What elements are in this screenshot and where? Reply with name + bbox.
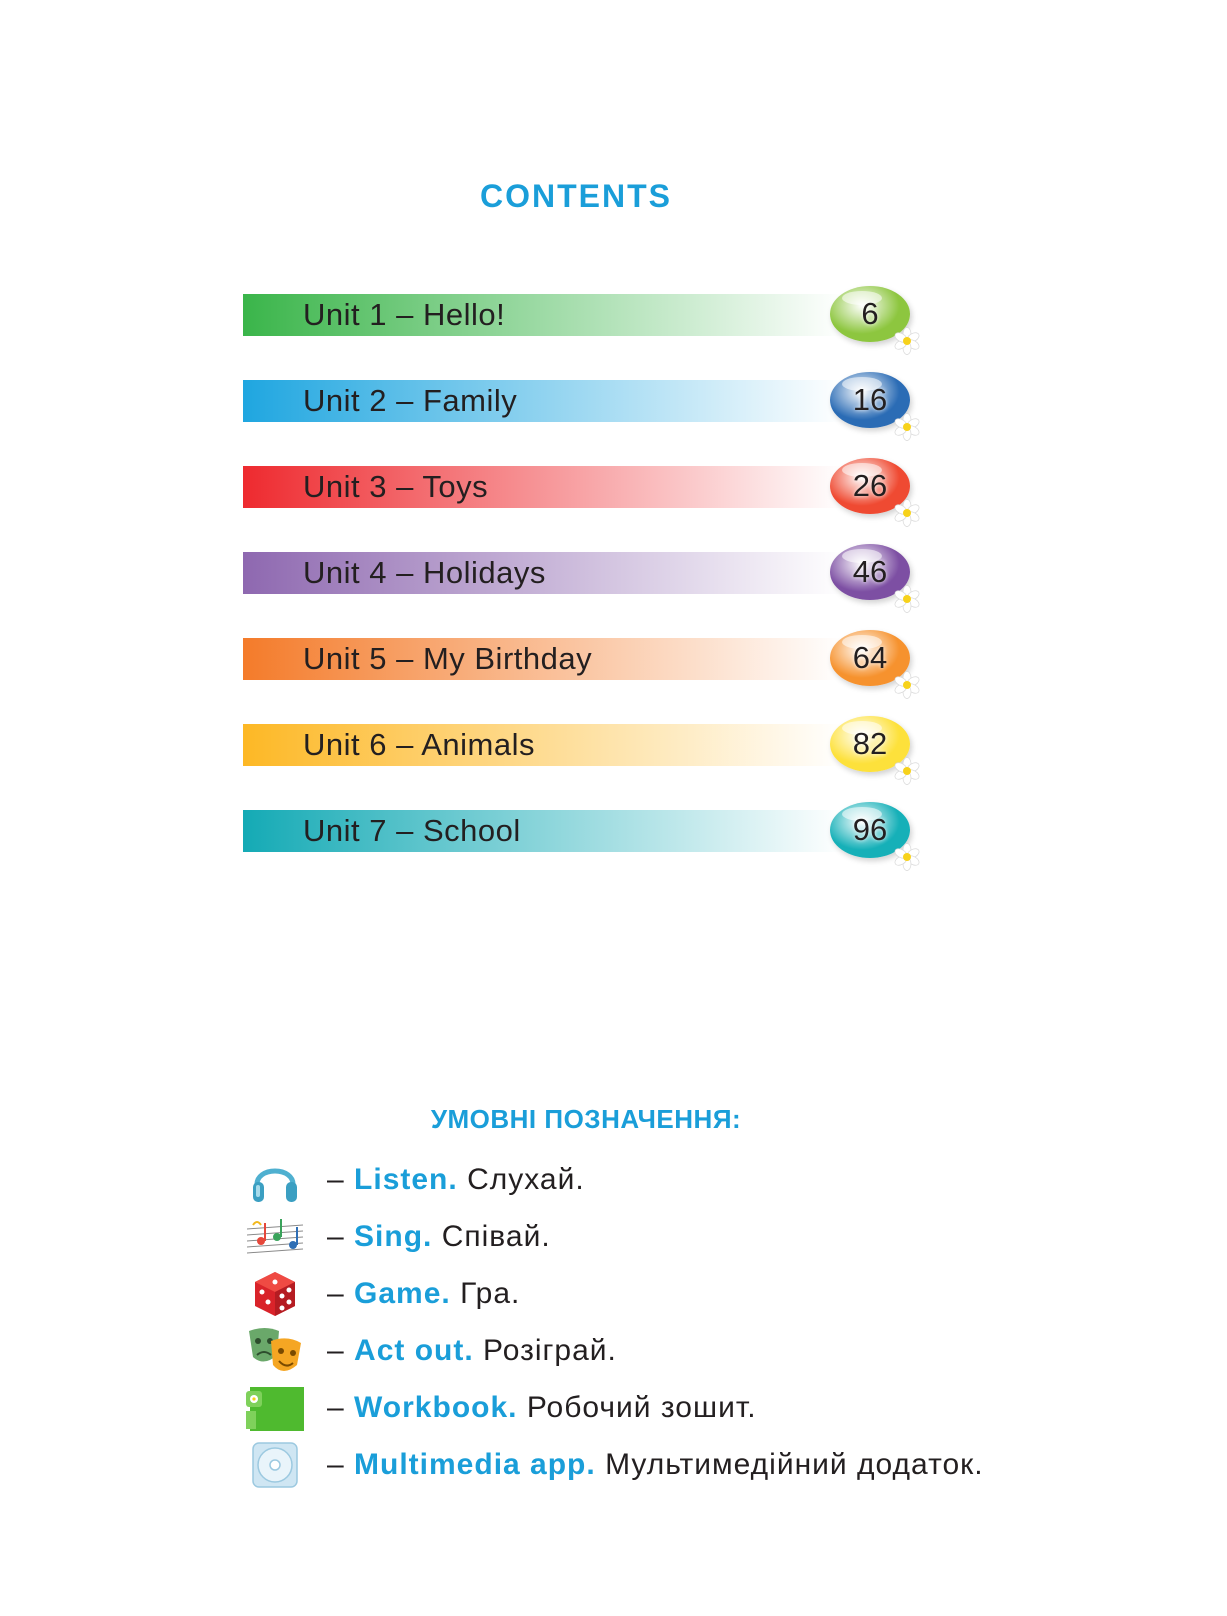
legend-dash: –	[327, 1391, 345, 1424]
legend-english-term: Game.	[354, 1277, 451, 1310]
daisy-flower-icon	[892, 412, 922, 442]
legend-item	[243, 1266, 1143, 1322]
legend-text	[327, 1277, 520, 1311]
legend-ukrainian-term: Робочий зошит.	[526, 1391, 757, 1424]
legend-english-term: Multimedia app.	[354, 1448, 596, 1481]
legend-text	[327, 1334, 617, 1368]
legend-title: УМОВНІ ПОЗНАЧЕННЯ:	[430, 1104, 742, 1134]
legend-ukrainian-term: Співай.	[441, 1220, 551, 1253]
legend-dash: –	[327, 1448, 345, 1481]
legend-ukrainian-term: Мультимедійний додаток.	[605, 1448, 984, 1481]
contents-row-unit-5[interactable]	[243, 628, 913, 688]
unit-bar	[243, 294, 843, 336]
legend-item	[243, 1380, 1143, 1436]
contents-row-unit-2[interactable]	[243, 370, 913, 430]
music-notes-icon	[243, 1209, 307, 1265]
legend-text	[327, 1448, 984, 1482]
page-number-badge	[830, 286, 910, 342]
unit-bar	[243, 466, 843, 508]
dice-icon	[243, 1266, 307, 1322]
contents-row-unit-7[interactable]	[243, 800, 913, 860]
page-number: 64	[852, 640, 888, 675]
contents-row-unit-6[interactable]	[243, 714, 913, 774]
daisy-flower-icon	[892, 670, 922, 700]
page-number: 96	[852, 812, 888, 847]
legend-dash: –	[327, 1334, 345, 1367]
unit-label: Unit 5 – My Birthday	[303, 641, 593, 676]
page-number: 46	[852, 554, 888, 589]
contents-row-unit-4[interactable]	[243, 542, 913, 602]
legend-dash: –	[327, 1220, 345, 1253]
page-number: 26	[852, 468, 888, 503]
workbook-icon	[243, 1380, 307, 1436]
unit-label: Unit 6 – Animals	[303, 727, 535, 762]
unit-label: Unit 7 – School	[303, 813, 521, 848]
legend-ukrainian-term: Розіграй.	[483, 1334, 617, 1367]
theater-masks-icon	[243, 1323, 307, 1379]
page-number-badge	[830, 372, 910, 428]
daisy-flower-icon	[892, 498, 922, 528]
unit-label: Unit 3 – Toys	[303, 469, 489, 504]
page-number-badge	[830, 716, 910, 772]
daisy-flower-icon	[892, 756, 922, 786]
legend-dash: –	[327, 1163, 345, 1196]
page-number-badge	[830, 544, 910, 600]
legend-english-term: Act out.	[354, 1334, 474, 1367]
unit-bar	[243, 638, 843, 680]
unit-bar	[243, 810, 843, 852]
legend-dash: –	[327, 1277, 345, 1310]
legend-ukrainian-term: Слухай.	[467, 1163, 585, 1196]
unit-label: Unit 2 – Family	[303, 383, 518, 418]
legend-text	[327, 1220, 551, 1254]
legend-item	[243, 1152, 1143, 1208]
unit-bar	[243, 552, 843, 594]
unit-bar	[243, 724, 843, 766]
page-number-badge	[830, 802, 910, 858]
legend-item	[243, 1323, 1143, 1379]
daisy-flower-icon	[892, 842, 922, 872]
legend-english-term: Sing.	[354, 1220, 433, 1253]
daisy-flower-icon	[892, 326, 922, 356]
unit-label: Unit 1 – Hello!	[303, 297, 506, 332]
cd-disc-icon	[243, 1437, 307, 1493]
legend-text	[327, 1391, 757, 1425]
page-number: 82	[852, 726, 888, 761]
legend-english-term: Listen.	[354, 1163, 458, 1196]
page-number-badge	[830, 630, 910, 686]
daisy-flower-icon	[892, 584, 922, 614]
page-number-badge	[830, 458, 910, 514]
page-title: CONTENTS	[480, 178, 672, 214]
unit-bar	[243, 380, 843, 422]
legend-text	[327, 1163, 585, 1197]
contents-row-unit-3[interactable]	[243, 456, 913, 516]
page-number: 16	[852, 382, 888, 417]
headphones-icon	[243, 1152, 307, 1208]
contents-row-unit-1[interactable]	[243, 284, 913, 344]
legend-item	[243, 1209, 1143, 1265]
unit-label: Unit 4 – Holidays	[303, 555, 546, 590]
legend-item	[243, 1437, 1143, 1493]
page-number: 6	[861, 296, 879, 331]
legend-english-term: Workbook.	[354, 1391, 518, 1424]
legend-ukrainian-term: Гра.	[460, 1277, 521, 1310]
